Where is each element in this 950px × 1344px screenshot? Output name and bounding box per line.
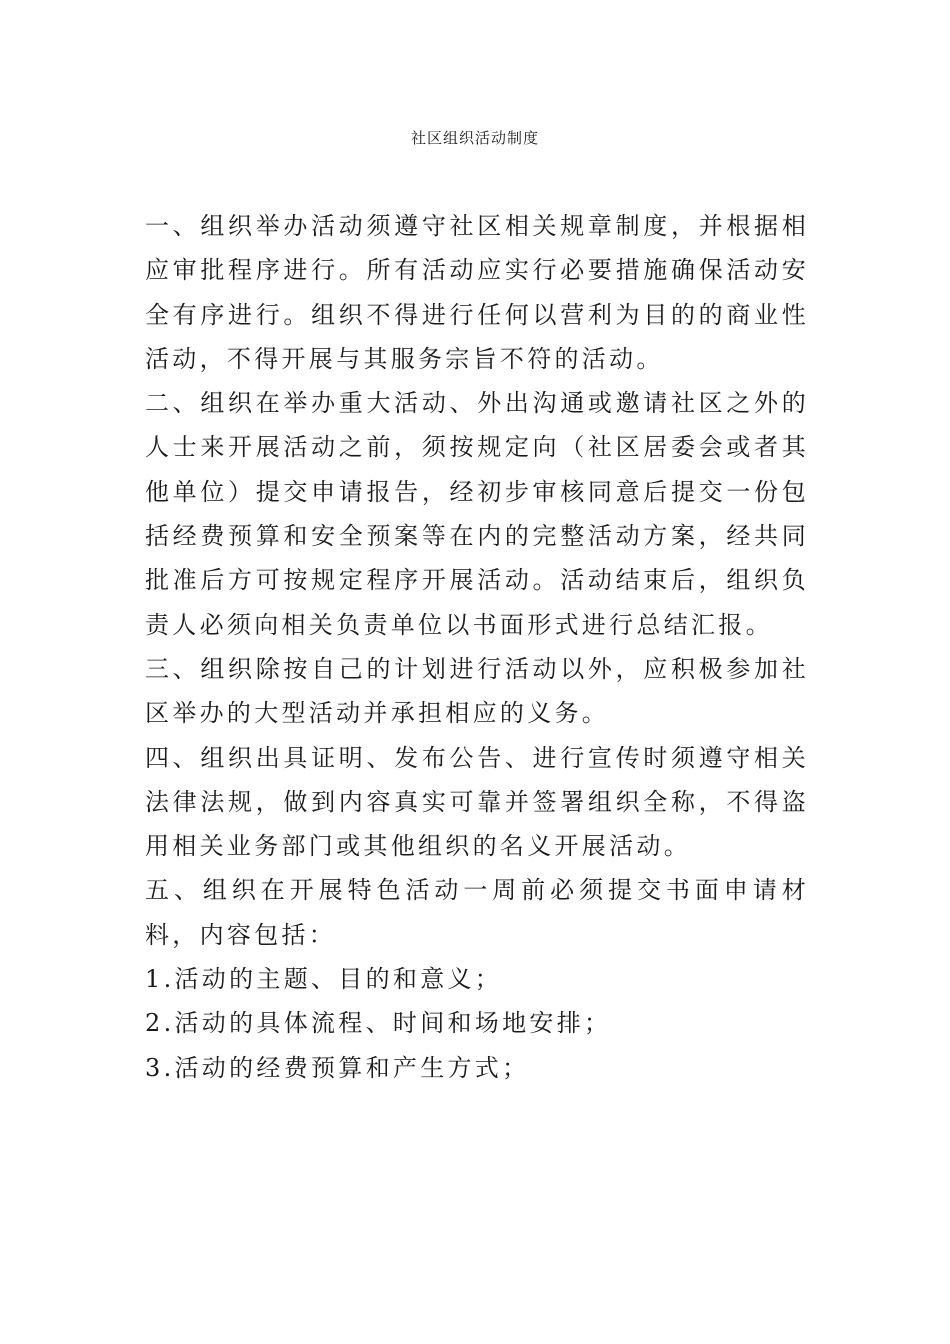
list-item-3: 3.活动的经费预算和产生方式； [145,1053,530,1082]
list-item-1: 1.活动的主题、目的和意义； [145,965,503,994]
paragraph-4: 四、组织出具证明、发布公告、进行宣传时须遵守相关法律法规，做到内容真实可靠并签署组织全称，不得盗用相关业务部门或其他组织的名义开展活动。 [145,743,809,861]
list-item-2: 2.活动的具体流程、时间和场地安排； [145,1009,612,1038]
paragraph-1: 一、组织举办活动须遵守社区相关规章制度，并根据相应审批程序进行。所有活动应实行必要措施确保活动安全有序进行。组织不得进行任何以营利为目的的商业性活动，不得开展与其服务宗旨不符的活动。 [145,212,809,373]
paragraph-3: 三、组织除按自己的计划进行活动以外，应积极参加社区举办的大型活动并承担相应的义务。 [145,654,809,728]
paragraph-5: 五、组织在开展特色活动一周前必须提交书面申请材料，内容包括： [145,876,809,949]
document-title: 社区组织活动制度 [410,129,539,147]
paragraph-2: 二、组织在举办重大活动、外出沟通或邀请社区之外的人士来开展活动之前，须按规定向（社区居委会或者其他单位）提交申请报告，经初步审核同意后提交一份包括经费预算和安全预案等在内的完整活动方案，经共同批准后方可按规定程序开展活动。活动结束后，组织负责人必须向相关负责单位以书面形式进行总结汇报。 [145,389,809,639]
document-body [145,204,809,1090]
